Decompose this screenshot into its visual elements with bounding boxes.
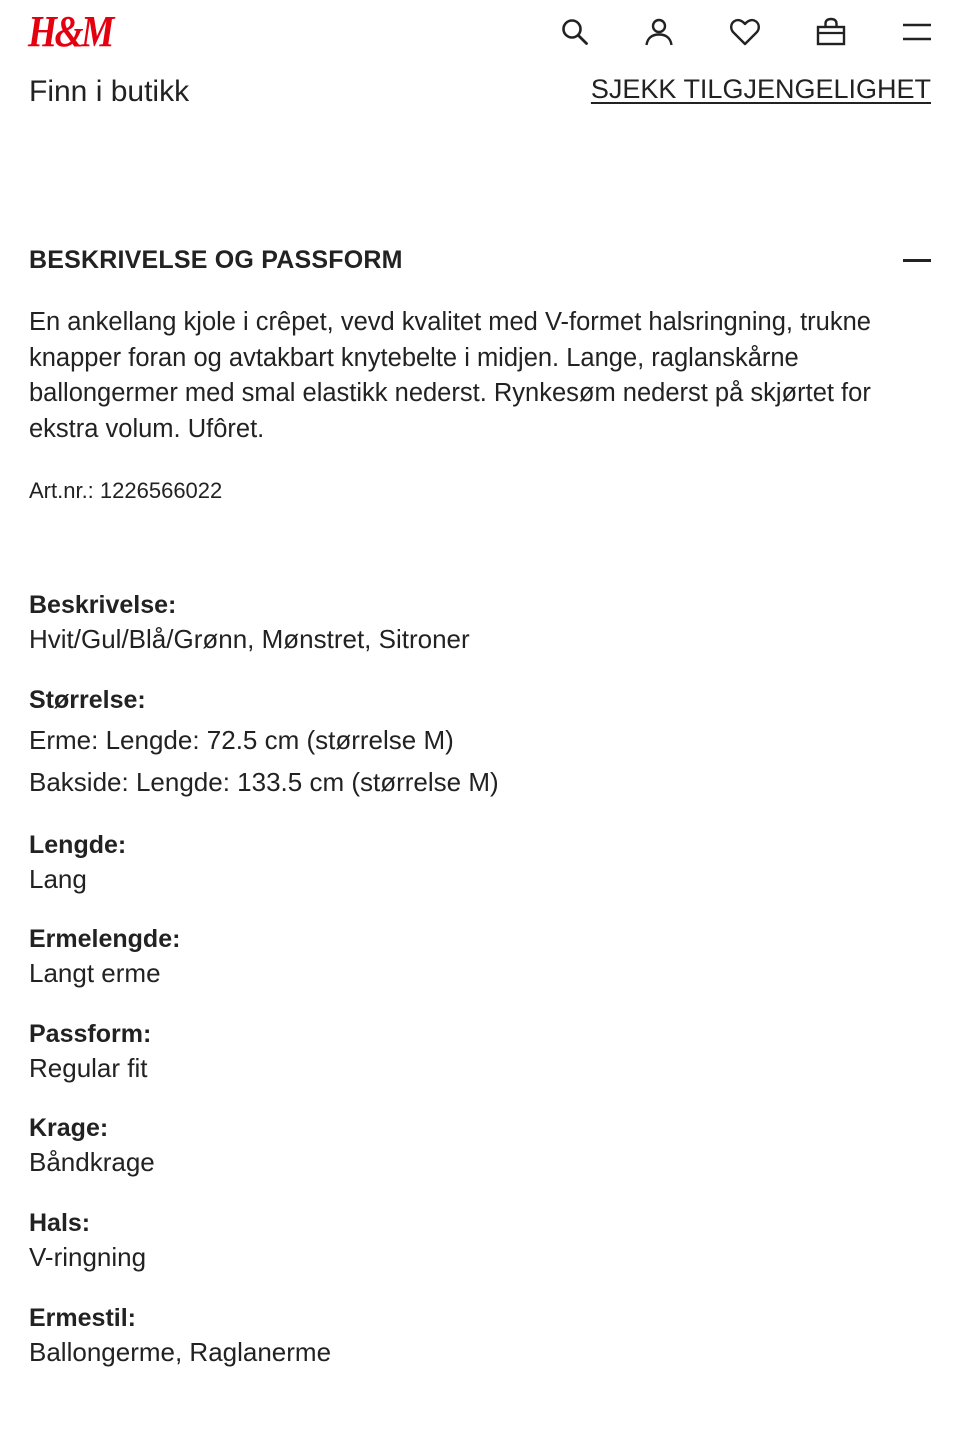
spec-value: Hvit/Gul/Blå/Grønn, Mønstret, Sitroner	[29, 624, 470, 654]
spec-label: Beskrivelse:	[29, 591, 177, 619]
spec-label: Hals:	[29, 1209, 91, 1237]
product-description: En ankellang kjole i crêpet, vevd kvalitet med V-formet halsringning, trukne knapper foran og avtakbart knytebelte i midjen. Lange, raglanskårne ballongermer med smal elastikk nederst. Rynkesøm nederst på skjørtet for ekstra volum. Ufôret.	[29, 308, 871, 443]
hm-logo[interactable]: H&M	[28, 7, 112, 56]
favorites-heart-icon[interactable]	[727, 14, 763, 50]
spec-item-passform	[29, 1018, 931, 1085]
spec-item-storrelse	[29, 684, 931, 803]
spec-value: V-ringning	[29, 1242, 147, 1272]
spec-value: Langt erme	[29, 958, 161, 988]
search-icon[interactable]	[557, 14, 593, 50]
spec-value: Bakside: Lengde: 133.5 cm (størrelse M)	[29, 767, 499, 797]
spec-item-beskrivelse	[29, 589, 931, 656]
spec-value: Båndkrage	[29, 1147, 155, 1177]
spec-label: Lengde:	[29, 831, 127, 859]
spec-item-ermestil	[29, 1302, 931, 1369]
spec-item-hals	[29, 1207, 931, 1274]
shopping-bag-icon[interactable]	[813, 14, 849, 50]
check-availability-link[interactable]: SJEKK TILGJENGELIGHET	[590, 74, 931, 104]
spec-label: Ermelengde:	[29, 925, 181, 953]
find-in-store-label: Finn i butikk	[29, 75, 190, 108]
account-icon[interactable]	[641, 14, 677, 50]
collapse-minus-icon[interactable]	[903, 259, 931, 262]
spec-item-krage	[29, 1112, 931, 1179]
spec-value: Ballongerme, Raglanerme	[29, 1337, 332, 1367]
spec-value: Lang	[29, 864, 87, 894]
spec-item-lengde	[29, 829, 931, 896]
spec-value: Erme: Lengde: 72.5 cm (størrelse M)	[29, 725, 454, 755]
top-header	[0, 0, 960, 70]
spec-value: Regular fit	[29, 1053, 148, 1083]
description-fit-accordion-header[interactable]	[29, 242, 931, 280]
spec-label: Krage:	[29, 1114, 109, 1142]
spec-item-ermelengde	[29, 923, 931, 990]
menu-icon[interactable]	[899, 14, 935, 50]
accordion-title: BESKRIVELSE OG PASSFORM	[29, 246, 403, 274]
article-number: Art.nr.: 1226566022	[29, 478, 223, 503]
spec-label: Passform:	[29, 1020, 152, 1048]
spec-label: Størrelse:	[29, 686, 146, 714]
spec-label: Ermestil:	[29, 1304, 136, 1332]
